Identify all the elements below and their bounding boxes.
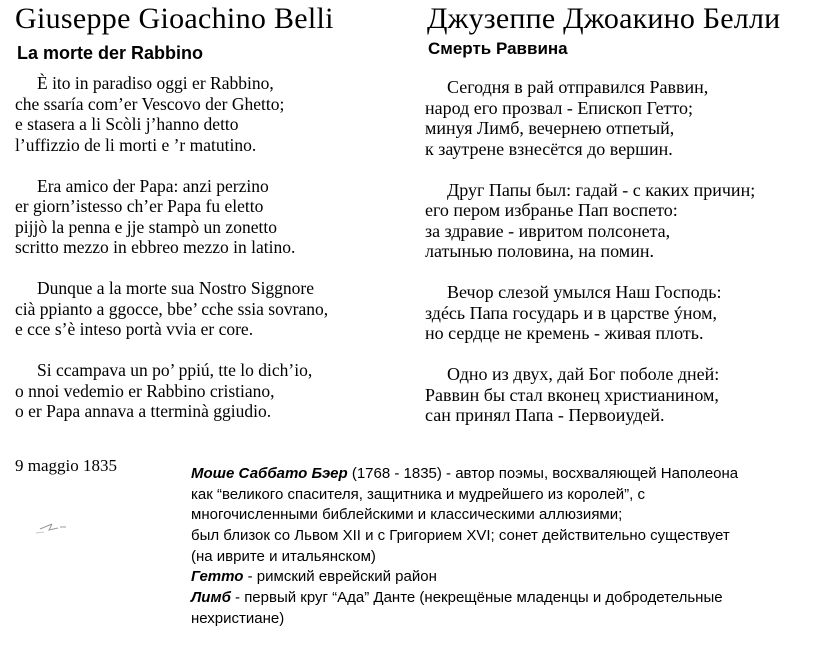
stanza-gap: [425, 344, 755, 365]
footnote-term: Моше Саббато Бэер: [191, 465, 348, 482]
footnote-line: [191, 485, 738, 506]
poem-line: его пером избранье Пап воспето:: [425, 200, 678, 220]
footnote-line: [191, 464, 738, 485]
footnote-line: [191, 588, 738, 609]
poem-line: l’uffizzio de li morti e ’r matutino.: [15, 134, 257, 155]
russian-author-title: Джузеппе Джоакино Белли: [427, 2, 781, 35]
poem-line: Вечор слезой умылся Наш Господь:: [447, 282, 722, 302]
poem-line: Сегодня в рай отправился Раввин,: [447, 77, 709, 97]
footnote-text: был близок со Львом XII и с Григорием XVI; сонет действительно существует: [191, 527, 730, 545]
footnote-text: - первый круг “Ада” Данте (некрещёные младенцы и добродетельные: [230, 589, 723, 607]
stanza-gap: [15, 258, 328, 279]
footnote-line: [191, 567, 738, 588]
stanza-gap: [425, 262, 755, 283]
poem-line: сан принял Папа - Первоиудей.: [425, 405, 665, 425]
poem-line: Друг Папы был: гадай - с каких причин;: [447, 179, 756, 200]
poem-line: pijjò la penna e jje stampò un zonetto: [15, 216, 277, 237]
poem-date: 9 maggio 1835: [15, 456, 117, 475]
russian-poem-title: Смерть Раввина: [428, 39, 568, 58]
poem-line: e cce s’è inteso portà vvia er core.: [15, 319, 254, 339]
footnote-term: Гетто: [191, 568, 244, 586]
footnote-text: (на иврите и итальянском): [191, 547, 376, 565]
poem-line: Dunque a la morte sua Nostro Siggnore: [37, 278, 315, 298]
footnote-text: - римский еврейский район: [243, 568, 437, 586]
poem-line: cià ppianto a ggocce, bbe’ cche ssia sovrano,: [15, 298, 329, 319]
poem-line: здéсь Папа государь и в царстве ýном,: [425, 302, 718, 323]
italian-author-title: Giuseppe Gioachino Belli: [15, 2, 334, 35]
poem-line: e stasera a li Scòli j’hanno detto: [15, 114, 239, 134]
footnote-line: [191, 526, 738, 547]
poem-line: che ssaría com’er Vescovo der Ghetto;: [15, 93, 285, 114]
poem-line: er giorn’istesso ch’er Papa fu eletto: [15, 196, 264, 216]
stanza-gap: [425, 159, 755, 180]
italian-poem: [15, 73, 328, 422]
stanza-gap: [15, 340, 328, 361]
stanza-gap: [15, 155, 328, 176]
poem-line: Si ccampava un po’ ppiú, tte lo dich’io,: [37, 360, 313, 380]
poem-line: Раввин бы стал вконец христианином,: [425, 384, 719, 405]
poem-line: È ito in paradiso oggi er Rabbino,: [37, 73, 274, 93]
poem-line: scritto mezzo in ebbreo mezzo in latino.: [15, 237, 296, 257]
footnote-text: многочисленными библейскими и классическими аллюзиями;: [191, 506, 623, 524]
russian-poem: [425, 77, 755, 426]
footnote-term: Лимб: [191, 589, 231, 607]
footnotes: [191, 464, 738, 630]
poem-line: o er Papa annava a tterminà ggiudio.: [15, 401, 272, 421]
poem-line: за здравие - ивритом полсонета,: [425, 220, 671, 241]
poem-line: минуя Лимб, вечернею отпетый,: [425, 118, 675, 138]
footnote-line: [191, 547, 738, 568]
footnote-text: как “великого спасителя, защитника и мудрейшего из королей”, с: [191, 485, 645, 503]
italian-poem-title: La morte der Rabbino: [17, 43, 204, 63]
footnote-text: нехристиане): [191, 609, 285, 627]
poem-line: Era amico der Papa: anzi perzino: [37, 175, 269, 196]
poem-line: Одно из двух, дай Бог поболе дней:: [447, 364, 720, 384]
footnote-text: (1768 - 1835) - автор поэмы, восхваляющей Наполеона: [347, 465, 739, 482]
poem-line: o nnoi vedemio er Rabbino cristiano,: [15, 380, 275, 401]
poem-line: но сердце не кремень - живая плоть.: [425, 323, 704, 343]
footnote-line: [191, 609, 738, 630]
poem-line: к заутрене взнесётся до вершин.: [425, 138, 673, 159]
poem-line: народ его прозвал - Епископ Гетто;: [425, 97, 694, 118]
signature-mark: [32, 515, 92, 539]
poem-line: латынью половина, на помин.: [425, 241, 654, 261]
footnote-line: [191, 505, 738, 526]
